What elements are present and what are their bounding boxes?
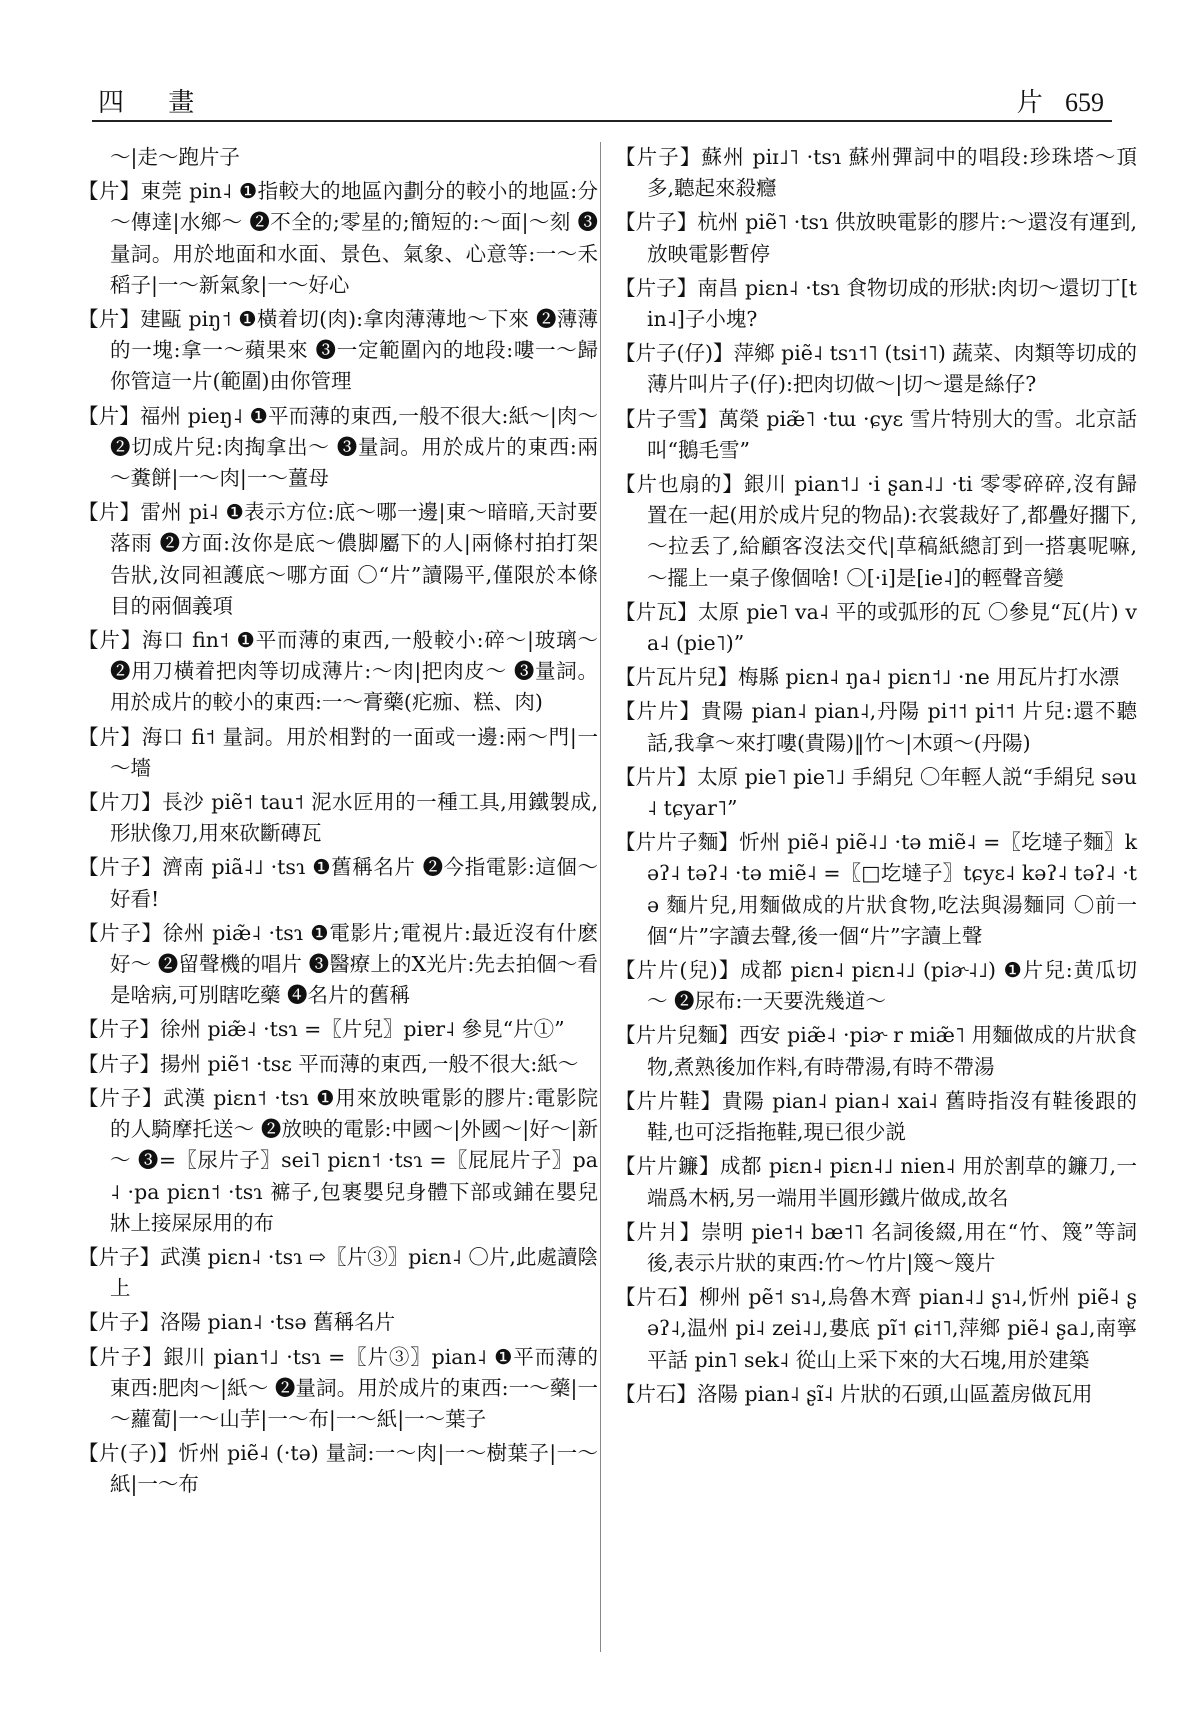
head-character: 片 [1016,88,1043,118]
dictionary-entry: 【片子】武漢 piɛn˦ ·tsɿ ❶用來放映電影的膠片:電影院的人騎摩托送～ ❷放映的電影:中國～|外國～|好～|新～ ❸=〖尿片子〗sei˥ piɛn˦ ·tsɿ =〖屁屁片子〗pa˨ ·pa piɛn˦ ·tsɿ 褯子,包裹嬰兒身體下部或鋪在嬰兒牀上接屎尿用的布 [78,1085,598,1235]
dictionary-entry: 【片刀】長沙 piẽ˦ tau˦ 泥水匠用的一種工具,用鐵製成,形狀像刀,用來砍斷磚瓦 [78,790,598,846]
dictionary-entry: 【片片】貴陽 pian˨ pian˨,丹陽 pi˦˦ pi˦˦ 片兒:還不聽話,我拿～來打嘍(貴陽)‖竹～|木頭～(丹陽) [615,699,1137,755]
dictionary-entry: 【片瓦】太原 pie˥ va˨ 平的或弧形的瓦 〇參見“瓦(片) va˨ (pie˥)” [615,599,1137,656]
dictionary-entry: 【片子】杭州 piẽ˥ ·tsɿ 供放映電影的膠片:～還沒有運到,放映電影暫停 [615,210,1137,266]
section-title: 四 畫 [98,88,213,118]
dictionary-entry: 【片子(仔)】萍鄉 piẽ˨ tsɿ˦˥ (tsi˦˥) 蔬菜、肉類等切成的薄片叫片子(仔):把肉切做～|切～還是絲仔? [615,341,1137,397]
dictionary-entry: 【片子】銀川 pian˦˩ ·tsɿ =〖片③〗pian˨ ❶平而薄的東西:肥肉～|紙～ ❷量詞。用於成片的東西:一～藥|一～蘿蔔|一～山芋|一～布|一～紙|一～葉子 [78,1344,598,1431]
page-header [92,78,1112,122]
dictionary-entry: 【片】建甌 piŋ˦ ❶橫着切(肉):拿肉薄薄地～下來 ❷薄薄的一塊:拿一～蘋果來 ❸一定範圍內的地段:嘍一～歸你管這一片(範圍)由你管理 [78,307,598,394]
dictionary-entry: 【片也扇的】銀川 pian˦˩ ·i ʂan˨˩ ·ti 零零碎碎,沒有歸置在一起(用於成片兒的物品):衣裳裁好了,都疊好擱下,～拉丢了,給顧客沒法交代|草稿紙總訂到一搭裏呢嘛,～擺上一桌子像個啥! 〇[·i]是[ie˨]的輕聲音變 [615,472,1137,590]
dictionary-entry: 【片(子)】忻州 piẽ˨ (·tə) 量詞:一～肉|一～樹葉子|一～紙|一～布 [78,1441,598,1497]
right-column [615,142,1137,1413]
dictionary-entry: 【片片(兒)】成都 piɛn˨ piɛn˨˩ (piɚ˨˩) ❶片兒:黄瓜切～ ❷尿布:一天要洗幾道～ [615,958,1137,1014]
dictionary-entry: 【片子】徐州 piæ̃˨ ·tsɿ =〖片兒〗piɐr˨ 參見“片①” [78,1017,565,1042]
dictionary-entry: 【片子】徐州 piæ̃˨ ·tsɿ ❶電影片;電視片:最近沒有什麽好～ ❷留聲機的唱片 ❸醫療上的X光片:先去拍個～看是啥病,可別瞎吃藥 ❹名片的舊稱 [78,920,598,1008]
left-column [78,142,598,1504]
dictionary-entry: 【片片子麵】忻州 piẽ˨ piẽ˨˩ ·tə miẽ˨ =〖圪墶子麵〗kəʔ˨ təʔ˨ ·tə miẽ˨ =〖□圪墶子〗tɕyɛ˨ kəʔ˨ təʔ˨ ·tə 麵片兒,用麵做成的片狀食物,吃法與湯麵同 〇前一個“片”字讀去聲,後一個“片”字讀上聲 [615,830,1137,948]
column-divider [600,142,601,1652]
dictionary-entry: 【片石】洛陽 pian˨ ʂĩ˨ 片狀的石頭,山區蓋房做瓦用 [615,1381,1093,1406]
dictionary-entry: 【片爿】崇明 pie˦˧ bæ˦˥ 名詞後綴,用在“竹、篾”等詞後,表示片狀的東西:竹～竹片|篾～篾片 [615,1219,1137,1275]
dictionary-entry: 【片片】太原 pie˥ pie˥˩ 手絹兒 〇年輕人説“手絹兒 səu˨ tɕyar˥” [615,764,1137,821]
page-number: 659 [1065,88,1104,117]
dictionary-entry: 【片】雷州 pi˨ ❶表示方位:底～哪一邊|東～暗暗,天討要落雨 ❷方面:汝你是底～儂脚屬下的人|兩條村拍打架告狀,汝同袒護底～哪方面 〇“片”讀陽平,僅限於本條目的兩個義項 [78,500,598,618]
dictionary-entry: 【片子】揚州 piẽ˦ ·tsɛ 平而薄的東西,一般不很大:紙～ [78,1051,579,1076]
dictionary-entry: 【片子雪】萬榮 piæ̃˥ ·tɯ ·ɕyɛ 雪片特別大的雪。北京話叫“鵝毛雪” [615,406,1137,462]
dictionary-entry: ～|走～跑片子 [110,145,240,169]
dictionary-entry: 【片子】洛陽 pian˨ ·tsə 舊稱名片 [78,1310,396,1335]
dictionary-entry: 【片子】濟南 piã˨˩ ·tsɿ ❶舊稱名片 ❷今指電影:這個～好看! [78,855,598,911]
dictionary-entry: 【片子】武漢 piɛn˨ ·tsɿ ⇨〖片③〗piɛn˨ 〇片,此處讀陰上 [78,1244,598,1301]
dictionary-entry: 【片片鐮】成都 piɛn˨ piɛn˨˩ nien˨ 用於割草的鐮刀,一端爲木柄,另一端用半圓形鐵片做成,故名 [615,1154,1137,1210]
dictionary-entry: 【片】海口 fi˦ 量詞。用於相對的一面或一邊:兩～門|一～墻 [78,724,598,780]
dictionary-entry: 【片片兒麵】西安 piæ̃˨ ·piɚ r miæ̃˥ 用麵做成的片狀食物,煮熟後加作料,有時帶湯,有時不帶湯 [615,1023,1137,1079]
dictionary-entry: 【片】東莞 pin˨ ❶指較大的地區內劃分的較小的地區:分～傳達|水鄉～ ❷不全的;零星的;簡短的:～面|～刻 ❸量詞。用於地面和水面、景色、氣象、心意等:一～禾稻子|一～新氣象|一～好心 [78,179,598,297]
header-rule [92,120,1112,122]
page-heading [1017,82,1104,119]
dictionary-entry: 【片】福州 pieŋ˨ ❶平而薄的東西,一般不很大:紙～|肉～ ❷切成片兒:肉掏拿出～ ❸量詞。用於成片的東西:兩～糞餅|一～肉|一～薑母 [78,403,598,491]
dictionary-entry: 【片子】蘇州 piɪ˩˥ ·tsɿ 蘇州彈詞中的唱段:珍珠塔～頂多,聽起來殺癮 [615,145,1137,201]
dictionary-entry: 【片】海口 fin˦ ❶平而薄的東西,一般較小:碎～|玻璃～ ❷用刀橫着把肉等切成薄片:～肉|把肉皮～ ❸量詞。用於成片的較小的東西:一～膏藥(疕痂、糕、肉) [78,628,598,715]
dictionary-entry: 【片石】柳州 pẽ˦ sɿ˨,烏魯木齊 pian˨˩ ʂɿ˨,忻州 piẽ˨ ʂəʔ˨,温州 pi˨ zei˨˩,婁底 pĩ˦ ɕi˦˥,萍鄉 piẽ˨ ʂa˩,南寧平話 pin˥ sek˨ 從山上采下來的大石塊,用於建築 [615,1285,1137,1372]
dictionary-entry: 【片片鞋】貴陽 pian˨ pian˨ xai˨ 舊時指沒有鞋後跟的鞋,也可泛指拖鞋,現已很少説 [615,1088,1137,1145]
dictionary-entry: 【片瓦片兒】梅縣 piɛn˨ ŋa˨ piɛn˦˩ ·ne 用瓦片打水漂 [615,665,1120,690]
dictionary-entry: 【片子】南昌 piɛn˨ ·tsɿ 食物切成的形狀:肉切～還切丁[tin˨]子小塊? [615,275,1137,332]
